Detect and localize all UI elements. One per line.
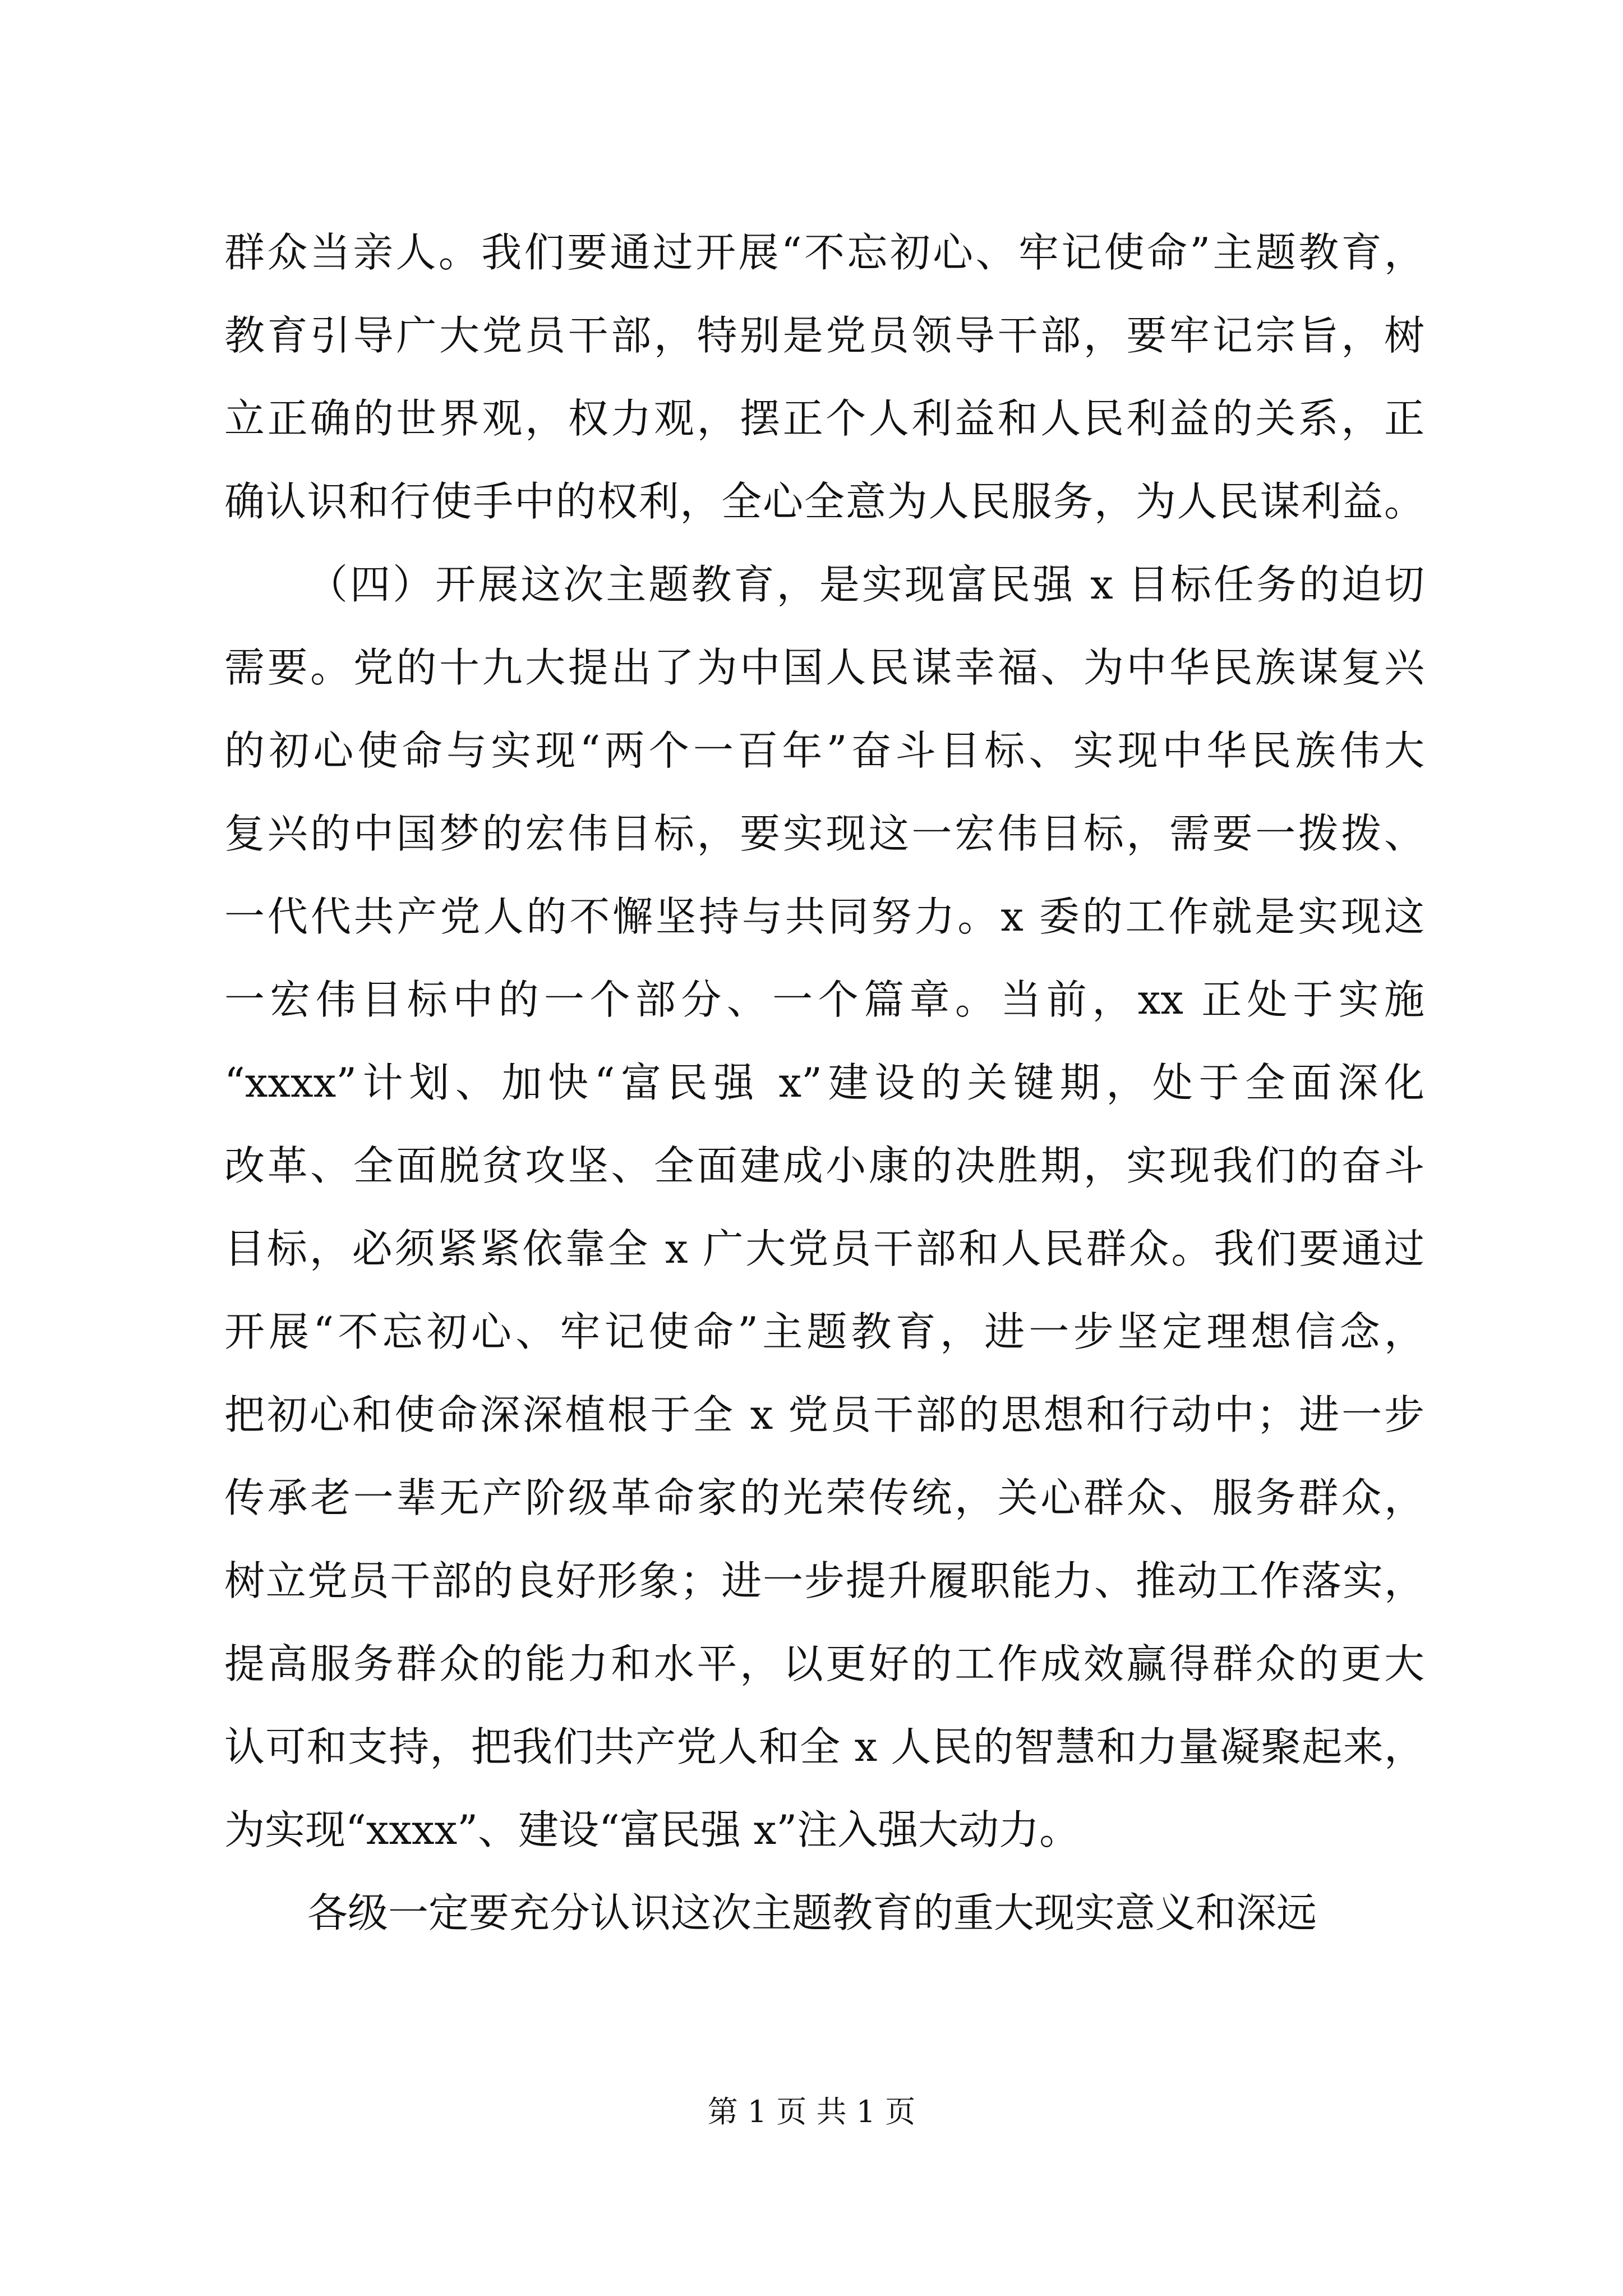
paragraph-start-line: （四）开展这次主题教育，是实现富民强 x 目标任务的迫切 [307,561,1424,608]
text-line: 一代代共产党人的不懈坚持与共同努力。x 委的工作就是实现这 [224,893,1424,940]
text-line: 把初心和使命深深植根于全 x 党员干部的思想和行动中；进一步 [224,1391,1424,1438]
paragraph-start-line: 各级一定要充分认识这次主题教育的重大现实意义和深远 [307,1889,1317,1936]
text-line: 认可和支持，把我们共产党人和全 x 人民的智慧和力量凝聚起来， [224,1723,1424,1770]
text-line: 确认识和行使手中的权利，全心全意为人民服务，为人民谋利益。 [224,478,1424,525]
text-line: 复兴的中国梦的宏伟目标，要实现这一宏伟目标，需要一拨拨、 [224,810,1424,857]
text-line: 群众当亲人。我们要通过开展“不忘初心、牢记使命”主题教育， [224,229,1424,276]
text-line: 改革、全面脱贫攻坚、全面建成小康的决胜期，实现我们的奋斗 [224,1142,1424,1189]
text-line: 目标，必须紧紧依靠全 x 广大党员干部和人民群众。我们要通过 [224,1225,1424,1272]
text-line: 的初心使命与实现“两个一百年”奋斗目标、实现中华民族伟大 [224,727,1424,774]
text-line: 教育引导广大党员干部，特别是党员领导干部，要牢记宗旨，树 [224,312,1424,359]
text-line: 树立党员干部的良好形象；进一步提升履职能力、推动工作落实， [224,1557,1424,1604]
page-footer: 第 1 页 共 1 页 [707,2094,916,2129]
text-line: 立正确的世界观，权力观，摆正个人利益和人民利益的关系，正 [224,395,1424,442]
text-line: 一宏伟目标中的一个部分、一个篇章。当前，xx 正处于实施 [224,976,1424,1023]
text-line: 开展“不忘初心、牢记使命”主题教育，进一步坚定理想信念， [224,1308,1424,1355]
text-line: “xxxx”计划、加快“富民强 x”建设的关键期，处于全面深化 [224,1059,1424,1106]
paragraph-end-line: 为实现“xxxx”、建设“富民强 x”注入强大动力。 [224,1806,1080,1853]
text-line: 需要。党的十九大提出了为中国人民谋幸福、为中华民族谋复兴 [224,644,1424,691]
text-line: 传承老一辈无产阶级革命家的光荣传统，关心群众、服务群众， [224,1474,1424,1521]
text-line: 提高服务群众的能力和水平，以更好的工作成效赢得群众的更大 [224,1640,1424,1687]
